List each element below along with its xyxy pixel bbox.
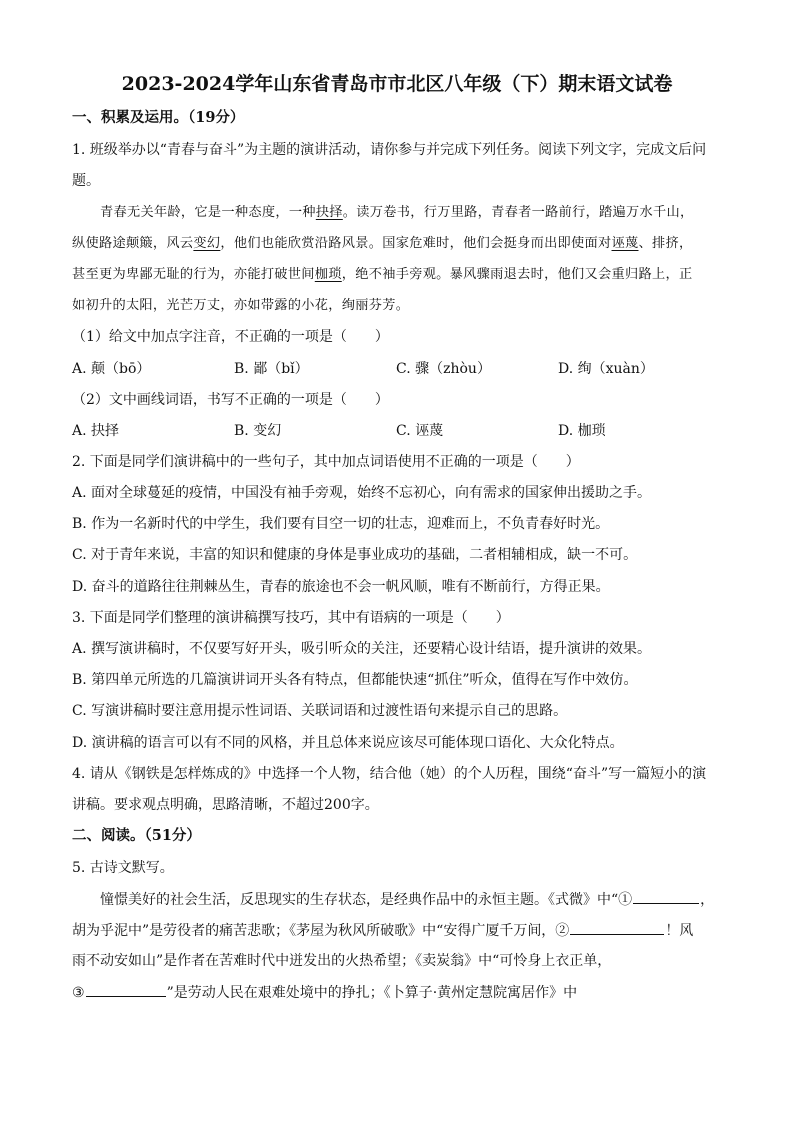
section-2-heading: 二、阅读。（51分） [72,827,201,844]
q5-paragraph-line-3: 雨不动安如山”是作者在苦难时代中迸发出的火热希望；《卖炭翁》中“可怜身上衣正单， [72,953,612,969]
q1-sub1-option-d[interactable]: D. 绚（xuàn） [558,361,654,377]
q3-stem: 3. 下面是同学们整理的演讲稿撰写技巧，其中有语病的一项是（ ） [72,610,510,626]
q4-stem-line1: 4. 请从《钢铁是怎样炼成的》中选择一个人物，结合他（她）的个人历程，围绕“奋斗”写一篇短小的演 [72,766,707,782]
q1-sub1-stem: （1）给文中加点字注音，不正确的一项是（ ） [72,329,389,345]
q1-sub2-option-d[interactable]: D. 枷琐 [558,423,606,439]
q1-stem-line2: 题。 [72,173,100,189]
q1-sub1-option-b[interactable]: B. 鄙（bǐ） [234,361,309,377]
q3-option-d[interactable]: D. 演讲稿的语言可以有不同的风格，并且总体来说应该尽可能体现口语化、大众化特点。 [72,735,624,751]
q5-paragraph-line-4 [72,982,577,1003]
q5-text: ！风 [665,923,694,939]
q3-option-c[interactable]: C. 写演讲稿时要注意用提示性词语、关联词语和过渡性语句来提示自己的思路。 [72,703,568,719]
q5-text: 胡为乎泥中”是劳役者的痛苦悲歌；《茅屋为秋风所破歌》中“安得广厦千万间，② [72,923,570,939]
q2-option-c[interactable]: C. 对于青年来说，丰富的知识和健康的身体是事业成功的基础，二者相辅相成，缺一不可。 [72,547,638,563]
q1-sub2-option-a[interactable]: A. 抉择 [72,423,120,439]
q1-sub1-option-a[interactable]: A. 颠（bō） [72,361,151,377]
passage-line-3 [72,265,692,285]
q1-stem-line1: 1. 班级举办以“青春与奋斗”为主题的演讲活动，请你参与并完成下列任务。阅读下列文字，完成文后问 [72,142,707,158]
passage-text: 纵使路途颠簸，风云 [72,236,194,251]
passage-line-4: 如初升的太阳，光芒万丈，亦如带露的小花，绚丽芬芳。 [72,298,410,313]
q5-text: ③ [72,985,85,1001]
q2-option-a[interactable]: A. 面对全球蔓延的疫情，中国没有袖手旁观，始终不忘初心，向有需求的国家伸出援助之手。 [72,485,652,501]
q5-paragraph-line-1 [100,889,714,910]
fill-blank-1[interactable] [633,889,699,904]
section-1-heading: 一、积累及运用。（19分） [72,109,245,126]
passage-text: 。读万卷书，行万里路，青春者一路前行，踏遍万水千山， [342,205,694,220]
q1-sub2-option-c[interactable]: C. 诬蔑 [396,423,444,439]
q2-option-b[interactable]: B. 作为一名新时代的中学生，我们要有目空一切的壮志，迎难而上，不负青春好时光。 [72,516,610,532]
q5-text: 憧憬美好的社会生活，反思现实的生存状态，是经典作品中的永恒主题。《式微》中“① [100,892,633,908]
passage-line-2 [72,234,692,254]
page-title: 2023-2024学年山东省青岛市市北区八年级（下）期末语文试卷 [121,73,673,95]
q5-text: ”是劳动人民在艰难处境中的挣扎；《卜算子·黄州定慧院寓居作》中 [166,985,578,1001]
q5-text: ， [700,892,715,908]
q5-paragraph-line-2 [72,920,693,941]
q1-sub1-option-c[interactable]: C. 骤（zhòu） [396,361,491,377]
q2-option-d[interactable]: D. 奋斗的道路往往荆棘丛生，青春的旅途也不会一帆风顺，唯有不断前行，方得正果。 [72,579,610,595]
underlined-word: 抉择 [315,205,343,220]
underlined-word: 变幻 [193,236,221,251]
q1-sub2-option-b[interactable]: B. 变幻 [234,423,282,439]
fill-blank-3[interactable] [86,982,166,997]
q2-stem: 2. 下面是同学们演讲稿中的一些句子，其中加点词语使用不正确的一项是（ ） [72,454,580,470]
underlined-word: 枷琐 [314,267,342,282]
underlined-word: 诬蔑 [611,236,639,251]
passage-text: 、排挤， [638,236,693,251]
q1-sub2-stem: （2）文中画线词语，书写不正确的一项是（ ） [72,392,389,408]
q3-option-a[interactable]: A. 撰写演讲稿时，不仅要写好开头，吸引听众的关注，还要精心设计结语，提升演讲的效果。 [72,641,652,657]
passage-text: ，绝不袖手旁观。暴风骤雨退去时，他们又会重归路上，正 [341,267,693,282]
passage-text: ，他们也能欣赏沿路风景。国家危难时，他们会挺身而出即使面对 [220,236,612,251]
passage-line-1 [100,203,693,223]
passage-text: 甚至更为卑鄙无耻的行为，亦能打破世间 [72,267,315,282]
q4-stem-line2: 讲稿。要求观点明确，思路清晰，不超过200字。 [72,797,379,813]
fill-blank-2[interactable] [570,920,664,935]
q5-stem: 5. 古诗文默写。 [72,860,174,876]
q3-option-b[interactable]: B. 第四单元所选的几篇演讲词开头各有特点，但都能快速“抓住”听众，值得在写作中效仿。 [72,672,638,688]
passage-text: 青春无关年龄，它是一种态度，一种 [100,205,316,220]
